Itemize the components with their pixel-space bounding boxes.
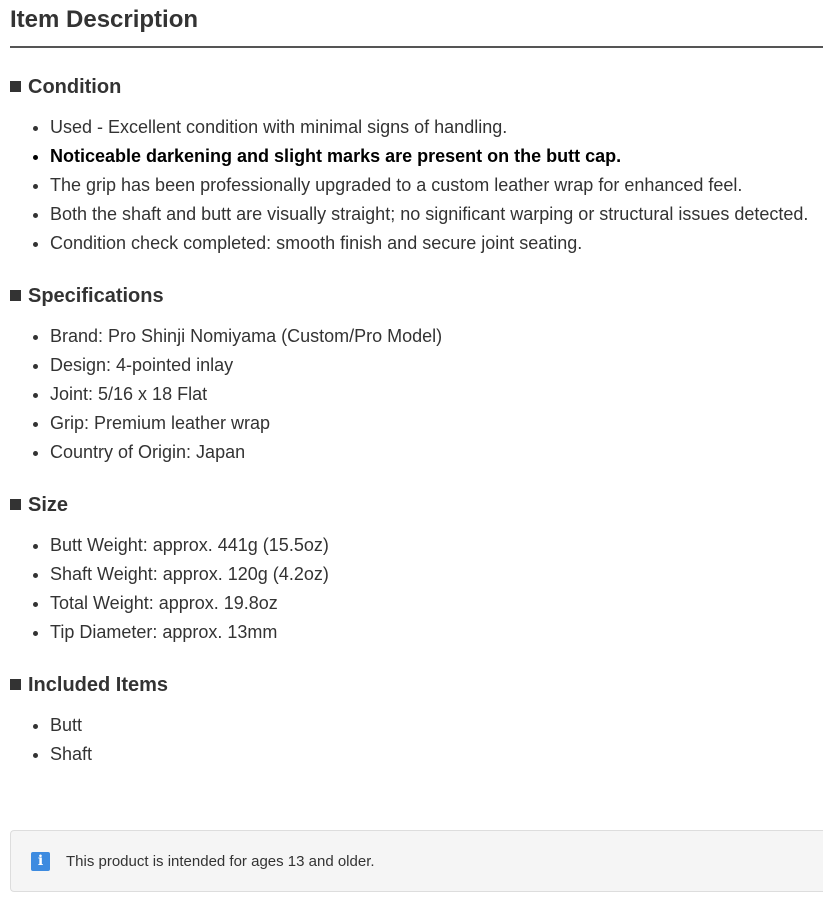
square-bullet-icon bbox=[10, 499, 21, 510]
notice-text: This product is intended for ages 13 and older. bbox=[66, 853, 375, 870]
section-heading-included-items bbox=[10, 673, 823, 697]
section-heading-label: Specifications bbox=[28, 285, 164, 307]
section-heading-size bbox=[10, 493, 823, 517]
section-heading-condition bbox=[10, 75, 823, 99]
specifications-list bbox=[10, 322, 823, 467]
list-item: • Country of Origin: Japan bbox=[50, 438, 823, 467]
list-item-emphasized: • Noticeable darkening and slight marks are present on the butt cap. bbox=[50, 142, 823, 171]
list-item: • Shaft Weight: approx. 120g (4.2oz) bbox=[50, 560, 823, 589]
list-item: • Joint: 5/16 x 18 Flat bbox=[50, 380, 823, 409]
list-item: • Both the shaft and butt are visually straight; no significant warping or structural issues detected. bbox=[50, 200, 823, 229]
list-item: • Grip: Premium leather wrap bbox=[50, 409, 823, 438]
list-item: • Brand: Pro Shinji Nomiyama (Custom/Pro Model) bbox=[50, 322, 823, 351]
section-heading-label: Size bbox=[28, 494, 69, 516]
info-icon: i bbox=[31, 852, 50, 871]
list-item: • Design: 4-pointed inlay bbox=[50, 351, 823, 380]
list-item: • Shaft bbox=[50, 740, 823, 769]
list-item: • Condition check completed: smooth finish and secure joint seating. bbox=[50, 229, 823, 258]
section-heading-label: Included Items bbox=[28, 674, 169, 696]
section-heading-label: Condition bbox=[28, 76, 122, 98]
list-item: • Used - Excellent condition with minimal signs of handling. bbox=[50, 113, 823, 142]
size-list bbox=[10, 531, 823, 647]
square-bullet-icon bbox=[10, 290, 21, 301]
included-items-list bbox=[10, 711, 823, 769]
section-heading-specifications bbox=[10, 284, 823, 308]
list-item: • Tip Diameter: approx. 13mm bbox=[50, 618, 823, 647]
condition-section bbox=[10, 75, 823, 258]
condition-list bbox=[10, 113, 823, 258]
item-description bbox=[10, 0, 823, 769]
specifications-section bbox=[10, 284, 823, 467]
included-items-section bbox=[10, 673, 823, 769]
list-item: • Total Weight: approx. 19.8oz bbox=[50, 589, 823, 618]
age-notice-box bbox=[10, 830, 823, 892]
page-title: Item Description bbox=[10, 0, 823, 48]
square-bullet-icon bbox=[10, 81, 21, 92]
list-item: • Butt bbox=[50, 711, 823, 740]
list-item: • The grip has been professionally upgraded to a custom leather wrap for enhanced feel. bbox=[50, 171, 823, 200]
square-bullet-icon bbox=[10, 679, 21, 690]
size-section bbox=[10, 493, 823, 647]
list-item: • Butt Weight: approx. 441g (15.5oz) bbox=[50, 531, 823, 560]
